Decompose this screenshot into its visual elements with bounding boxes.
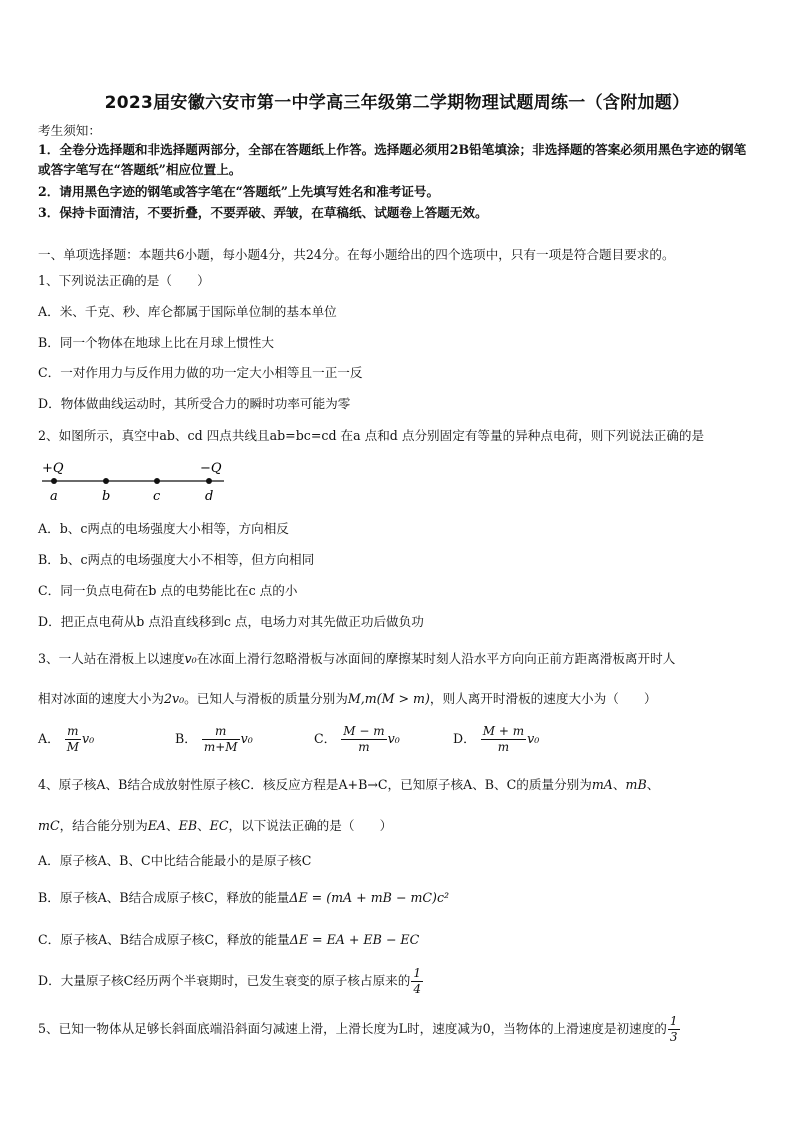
numerator: 1 (413, 966, 421, 980)
q4-option-b (38, 889, 760, 907)
point-b-dot (103, 478, 109, 484)
q2-stem: 2、如图所示，真空中ab、cd 四点共线且ab=bc=cd 在a 点和d 点分别固定有等量的异种点电荷，则下列说法正确的是 (38, 428, 705, 443)
separator: 、 (166, 818, 179, 833)
page-title: 2023届安徽六安市第一中学高三年级第二学期物理试题周练一（含附加题） (104, 93, 690, 113)
mass-b: mB (625, 777, 647, 792)
mass-c: mC (38, 818, 60, 833)
denominator: M (66, 740, 80, 754)
denominator: m+M (203, 740, 238, 754)
fraction (411, 966, 423, 997)
denominator: 4 (413, 982, 421, 996)
fraction (668, 1014, 680, 1045)
point-a-label: a (50, 489, 58, 504)
fraction (341, 724, 386, 755)
denominator: 3 (669, 1030, 678, 1044)
option-label: A． (38, 731, 60, 746)
q1-option-d: D．物体做曲线运动时，其所受合力的瞬时功率可能为零 (38, 396, 351, 411)
q4-stem-line-1 (38, 776, 760, 794)
notice-item-2: 2．请用黑色字迹的钢笔或答字笔在“答题纸”上先填写姓名和准考证号。 (38, 184, 440, 199)
q4-stem-text: 4、原子核A、B结合成放射性原子核C．核反应方程是A+B→C，已知原子核A、B、C的质量分别为 (38, 777, 592, 792)
energy-b: EB (178, 818, 198, 833)
q5-stem (38, 1014, 778, 1045)
separator: 、 (646, 777, 660, 792)
left-charge-label: +Q (42, 461, 64, 476)
option-text: B．原子核A、B结合成原子核C，释放的能量 (38, 890, 290, 905)
point-b-label: b (102, 489, 111, 504)
q4-stem-text: ，以下说法正确的是（ ） (228, 818, 393, 833)
fraction (481, 724, 526, 755)
section-heading: 一、单项选择题：本题共6小题，每小题4分，共24分。在每小题给出的四个选项中，只有一项是符合题目要求的。 (38, 247, 675, 262)
q2-option-c: C．同一负点电荷在b 点的电势能比在c 点的小 (38, 583, 298, 598)
point-d-label: d (205, 489, 214, 504)
separator: 、 (612, 777, 626, 792)
velocity-symbol: v₀ (527, 731, 540, 746)
mass-a: mA (591, 777, 613, 792)
q3-masses: M,m(M > m) (347, 691, 430, 706)
q3-stem-line-2 (38, 690, 760, 708)
q3-option-d (453, 724, 539, 755)
q3-stem-text: 3、一人站在滑板上以速度 (38, 651, 185, 666)
option-text: C．原子核A、B结合成原子核C，释放的能量 (38, 932, 290, 947)
q3-stem-line-1 (38, 650, 760, 668)
q4-stem-text: ，结合能分别为 (59, 818, 148, 833)
q3-two-v0: 2v₀ (163, 691, 185, 706)
q4-option-c (38, 931, 760, 949)
q2-option-a: A．b、c两点的电场强度大小相等，方向相反 (38, 521, 289, 536)
energy-formula: ΔE = EA + EB − EC (289, 932, 420, 947)
q1-stem: 1、下列说法正确的是（ ） (38, 273, 210, 288)
notice-heading: 考生须知： (38, 123, 101, 138)
point-c-label: c (153, 489, 161, 504)
denominator: m (497, 740, 510, 754)
denominator: m (358, 740, 370, 754)
numerator: M + m (482, 724, 525, 738)
option-label: C． (314, 731, 337, 746)
q3-option-a (38, 724, 94, 755)
fraction (202, 724, 240, 755)
q2-option-b: B．b、c两点的电场强度大小不相等，但方向相同 (38, 552, 315, 567)
energy-a: EA (147, 818, 167, 833)
point-c-dot (154, 478, 160, 484)
option-text: D．大量原子核C经历两个半衰期时，已发生衰变的原子核占原来的 (38, 973, 411, 988)
velocity-symbol: v₀ (240, 731, 253, 746)
q2-option-d: D．把正点电荷从b 点沿直线移到c 点，电场力对其先做正功后做负功 (38, 614, 424, 629)
fraction (65, 724, 81, 755)
option-label: B． (175, 731, 197, 746)
q4-option-a: A．原子核A、B、C中比结合能最小的是原子核C (38, 853, 312, 868)
q1-option-c: C．一对作用力与反作用力做的功一定大小相等且一正一反 (38, 365, 363, 380)
q3-stem-text: 。已知人与滑板的质量分别为 (184, 691, 348, 706)
notice-item-3: 3．保持卡面清洁，不要折叠，不要弄破、弄皱，在草稿纸、试题卷上答题无效。 (38, 205, 488, 220)
q3-option-b (175, 724, 253, 755)
right-charge-label: −Q (200, 461, 222, 476)
numerator: m (202, 724, 240, 740)
energy-c: EC (209, 818, 229, 833)
q5-stem-text: 5、已知一物体从足够长斜面底端沿斜面匀减速上滑，上滑长度为L时，速度减为0，当物体的上滑速度是初速度的 (38, 1021, 667, 1036)
velocity-symbol: v₀ (82, 731, 95, 746)
energy-formula: ΔE = (mA + mB − mC)c² (289, 890, 450, 905)
point-d-dot (206, 478, 212, 484)
velocity-symbol: v₀ (387, 731, 400, 746)
notice-item-1: 1．全卷分选择题和非选择题两部分，全部在答题纸上作答。选择题必须用2B铅笔填涂；非选择题的答案必须用黑色字迹的钢笔或答字笔写在“答题纸”相应位置上。 (38, 142, 747, 177)
point-a-dot (51, 478, 57, 484)
q3-stem-text: 相对冰面的速度大小为 (38, 691, 164, 706)
q3-stem-text-cont: 在冰面上滑行忽略滑板与冰面间的摩擦某时刻人沿水平方向向正前方距离滑板离开时人 (196, 651, 676, 666)
option-label: D． (453, 731, 476, 746)
q3-option-c (314, 724, 400, 755)
numerator: m (65, 724, 81, 740)
numerator: M − m (343, 724, 385, 738)
q2-charge-figure (38, 456, 238, 506)
q1-option-a: A．米、千克、秒、库仑都属于国际单位制的基本单位 (38, 304, 337, 319)
q4-option-d (38, 966, 760, 997)
q3-stem-text: ，则人离开时滑板的速度大小为（ ） (429, 691, 657, 706)
q1-option-b: B．同一个物体在地球上比在月球上惯性大 (38, 335, 274, 350)
q4-stem-line-2 (38, 817, 760, 835)
q3-v0: v₀ (184, 651, 197, 666)
separator: 、 (197, 818, 210, 833)
numerator: 1 (669, 1014, 678, 1028)
